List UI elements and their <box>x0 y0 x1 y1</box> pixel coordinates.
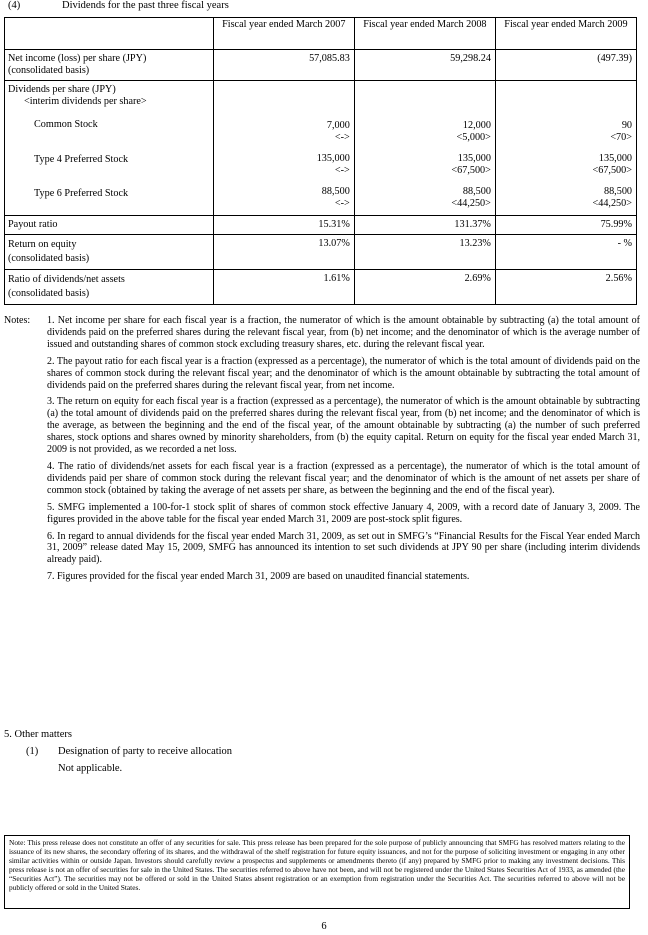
note-item: 3. The return on equity for each fiscal year is a fraction (expressed as a percentage), the numerator of which is the amount obtainable by subtracting (a) the total amount of dividends paid on the preferred shares during the relevant fiscal year, from (b) net income; and the denominator of which is the average, as between the beginning and the end of the fiscal year, of the amount obtainable by subtracting (a) the number of such preferred shares, stock options and shares owned by minority shareholders, from (b) the equity capital. Return on equity for the fiscal year ended March 31, 2009 is not provided, as we recorded a net loss. <box>47 396 640 456</box>
table-cell: (497.39) <box>495 50 636 81</box>
table-row-roe <box>5 234 637 269</box>
note-item: 6. In regard to annual dividends for the fiscal year ended March 31, 2009, as set out in SMFG’s “Financial Results for the Fiscal Year ended March 31, 2009” release dated May 15, 2009, SMFG has announced its intention to set such dividends at JPY 90 per share (including interim dividends already paid). <box>47 530 640 566</box>
subsection-number: (1) <box>26 746 39 757</box>
table-cell: 15.31% <box>213 215 354 234</box>
table-row-dividends <box>5 81 637 216</box>
subsection-text: Not applicable. <box>58 763 123 774</box>
row-label: Net income (loss) per share (JPY) (consolidated basis) <box>5 50 214 81</box>
table-cell: 1.61% <box>213 269 354 304</box>
note-item: 5. SMFG implemented a 100-for-1 stock split of shares of common stock effective January 4, 2009, with a record date of January 3, 2009. The figures provided in the above table for the fiscal year ended March 31, 2009 are post-stock split figures. <box>47 501 640 525</box>
note-item: 7. Figures provided for the fiscal year ended March 31, 2009 are based on unaudited financial statements. <box>47 571 470 583</box>
section-title: Dividends for the past three fiscal years <box>62 0 229 11</box>
table-cell: - % <box>495 234 636 269</box>
note-item: 1. Net income per share for each fiscal year is a fraction, the numerator of which is the amount obtainable by subtracting (a) the total amount of dividends paid on the preferred shares during the relevant fiscal year, from (b) net income; and the denominator of which is the average number of issued and outstanding shares of common stock excluding treasury shares, etc. during the relevant fiscal year. <box>47 315 640 350</box>
table-cell: 2.56% <box>495 269 636 304</box>
table-cell: 12,000 <5,000> 135,000 <67,500> 88,500 <44,250> <box>354 81 495 216</box>
table-row-ratio <box>5 269 637 304</box>
table-cell: 13.07% <box>213 234 354 269</box>
dividends-table <box>4 17 637 305</box>
table-cell: 2.69% <box>354 269 495 304</box>
table-row-payout <box>5 215 637 234</box>
notes-label: Notes: <box>4 315 31 326</box>
table-cell: 13.23% <box>354 234 495 269</box>
table-row-net-income <box>5 50 637 81</box>
table-header-row <box>5 18 637 50</box>
table-cell: 131.37% <box>354 215 495 234</box>
row-label: Return on equity (consolidated basis) <box>5 234 214 269</box>
table-cell: 59,298.24 <box>354 50 495 81</box>
note-item: 2. The payout ratio for each fiscal year is a fraction (expressed as a percentage), the numerator of which is the total amount of dividends paid on the shares of common stock during the relevant fiscal year; and the denominator of which is the amount obtainable by subtracting the total amount of dividends paid on the preferred shares during the relevant fiscal year, from net income. <box>47 355 640 391</box>
row-label: Payout ratio <box>5 215 214 234</box>
column-header: Fiscal year ended March 2008 <box>354 18 495 50</box>
column-header: Fiscal year ended March 2009 <box>495 18 636 50</box>
subsection-title: Designation of party to receive allocation <box>58 746 233 757</box>
row-label: Dividends per share (JPY) <interim dividends per share> Common Stock Type 4 Preferred Stock Type 6 Preferred Stock <box>5 81 214 216</box>
disclaimer-box: Note: This press release does not constitute an offer of any securities for sale. This press release has been prepared for the sole purpose of publicly announcing that SMFG has resolved matters relating to the issuance of its new shares, the secondary offering of its shares, and the withdrawal of the shelf registration for future equity issuances, and not for the purpose of soliciting investment or engaging in any other similar activities within or outside Japan. Investors should carefully review a prospectus and supplements or amendments thereto (if any) prepared by SMFG prior to making any investment decisions. This press release is not an offer of securities for sale in the United States. The securities referred to above have not been, and will not be registered under the United States Securities Act of 1933, as amended (the “Securities Act”). The securities may not be offered or sold in the United States absent registration or an exemption from registration under the Securities Act. The securities referred to above will not be publicly offered or sold in the United States. <box>4 835 630 909</box>
row-label: Ratio of dividends/net assets (consolidated basis) <box>5 269 214 304</box>
table-cell: 57,085.83 <box>213 50 354 81</box>
table-cell: 90 <70> 135,000 <67,500> 88,500 <44,250> <box>495 81 636 216</box>
header-blank <box>5 18 214 50</box>
other-matters-heading: 5. Other matters <box>4 729 72 740</box>
note-item: 4. The ratio of dividends/net assets for each fiscal year is a fraction (expressed as a percentage), the numerator of which is the total amount of dividends paid per share of common stock during the relevant fiscal year; and the denominator of which is the amount of net assets per share of common stock (obtained by taking the average of net assets per share, as between the beginning and the end of the fiscal year). <box>47 460 640 496</box>
notes-section <box>4 315 640 588</box>
page-number: 6 <box>321 921 327 932</box>
column-header: Fiscal year ended March 2007 <box>213 18 354 50</box>
table-cell: 7,000 <-> 135,000 <-> 88,500 <-> <box>213 81 354 216</box>
table-cell: 75.99% <box>495 215 636 234</box>
section-number: (4) <box>8 0 21 11</box>
